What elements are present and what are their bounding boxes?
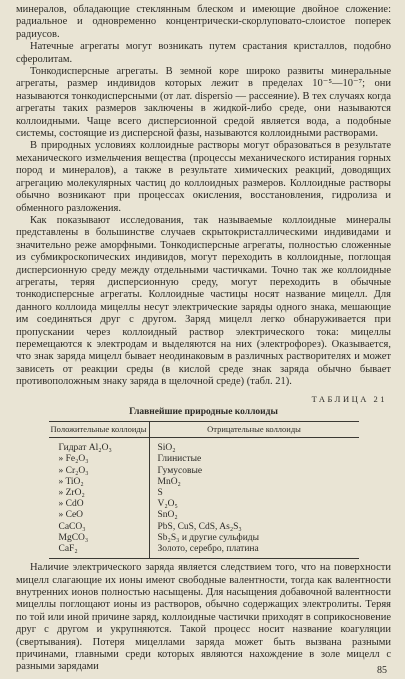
paragraph: минералов, обладающие стеклянным блеском и имеющие двойное сложение: радиальное и одновременно концентрически-скорлуповато-слоистое поперек радиусов. (16, 4, 391, 40)
table-number: ТАБЛИЦА 21 (311, 393, 387, 404)
paragraph: Наличие электрического заряда является следствием того, что на поверхности мицелл слагающие их ионы имеют свободные валентности, тогда как валентности внутренних ионов полностью насыщены. Для насыщения добавочной валентности мицеллы поглощают ионы из растворов, обычно содержащих электролиты. Теряя по той или иной причине заряд, коллоидные частички приходят в соприкосновение друг с другом и укрупняются. Такой процесс носит название коагуляции (свертывания). Потеря мицеллами заряда может быть вызвана разными причинами, главными среди которых являются нахождение в золе мицелл с разными зарядами (16, 562, 391, 673)
header-positive: Положительные коллоиды (49, 421, 150, 438)
table-title: Главнейшие природные коллоиды (129, 406, 278, 417)
paragraph: Как показывают исследования, так называемые коллоидные минералы представлены в большинстве случаев скрытокристаллическими индивидами и значительно реже аморфными. Тонкодисперсные агрегаты, полностью сложенные из субмикроскопических индивидов, могут переходить в коллоидные, поглощая дисперсионную среду между отдельными частичками. Точно так же коллоидные агрегаты, теряя дисперсионную среду, могут переходить в обычные тонкодисперсные агрегаты. Коллоидные частицы носят название мицелл. Для данного коллоида мицеллы несут электрические заряды одного знака, мешающие им соединяться друг с другом. Заряд мицелл легко обнаруживается при пропускании через коллоидный раствор электрического тока: мицеллы перемещаются к электродам и выделяются на них (электрофорез). Оказывается, что знак заряда мицелл бывает неодинаковым в различных растворителях и может зависеть от реакции среды (в кислой среде знак заряда обычно бывает противоположным знаку заряда в щелочной среде) (табл. 21). (16, 214, 391, 388)
paragraph: В природных условиях коллоидные растворы могут образоваться в результате механического измельчения вещества (процессы механического истирания горных пород и минералов), а также в результате химических реакций, доводящих агрегацию молекулярных частиц до коллоидных размеров. Коллоидные растворы обычно возникают при процессах окисления, восстановления, гидролиза и обменного разложения. (16, 140, 391, 214)
cell-negative: MnO₂ (157, 476, 181, 487)
cell-positive: MgCO₃ (49, 533, 150, 544)
cell-negative: Золото, серебро, платина (149, 544, 359, 559)
cell-negative: S (157, 487, 163, 498)
table-row (49, 466, 359, 477)
cell-positive: » ZrO₂ (49, 488, 150, 499)
cell-positive: » Cr₂O₃ (49, 466, 150, 477)
table-header-row (49, 421, 359, 438)
paragraph: Тонкодисперсные агрегаты. В земной коре широко развиты минеральные агрегаты, размер индивидов которых лежит в пределах 10⁻⁵—10⁻⁷; они называются тонкодисперсными (от лат. dispersio — рассеяние). В тех случаях когда агрегаты таких размеров заключены в жидкой-либо среде, они называются коллоидными. Чаще всего дисперсионной средой является вода, а подобные системы, состоящие из дисперсной фазы, называются коллоидными растворами. (16, 66, 391, 140)
colloids-table (49, 421, 359, 560)
table-row (49, 438, 359, 455)
cell-negative: SnO₂ (157, 510, 178, 521)
cell-positive: » CdO (49, 499, 150, 510)
cell-positive: CaCO₃ (49, 522, 150, 533)
table-row (49, 510, 359, 521)
table-row (49, 499, 359, 510)
table-row (49, 477, 359, 488)
cell-positive: CaF₂ (49, 544, 150, 559)
cell-negative: Sb₂S₃ и другие сульфиды (157, 532, 260, 543)
table-row (49, 522, 359, 533)
cell-positive: » Fe₂O₃ (49, 454, 150, 465)
table-body (49, 438, 359, 559)
cell-negative: V₂O₅ (157, 499, 178, 510)
page-number: 85 (377, 665, 387, 676)
table-row (49, 533, 359, 544)
cell-negative: Гумусовые (157, 465, 203, 476)
cell-negative: SiO₂ (157, 443, 176, 454)
table-row (49, 488, 359, 499)
cell-negative: PbS, CuS, CdS, As₂S₃ (157, 521, 242, 532)
table-row (49, 454, 359, 465)
cell-positive: » CeO (49, 510, 150, 521)
paragraph: Натечные агрегаты могут возникать путем срастания кристаллов, подобно сферолитам. (16, 41, 391, 65)
table-row (49, 544, 359, 559)
cell-negative: Глинистые (157, 454, 202, 465)
header-negative: Отрицательные коллоиды (149, 421, 359, 438)
cell-positive: Гидрат Al₂O₃ (49, 438, 150, 455)
cell-positive: » TiO₂ (49, 477, 150, 488)
